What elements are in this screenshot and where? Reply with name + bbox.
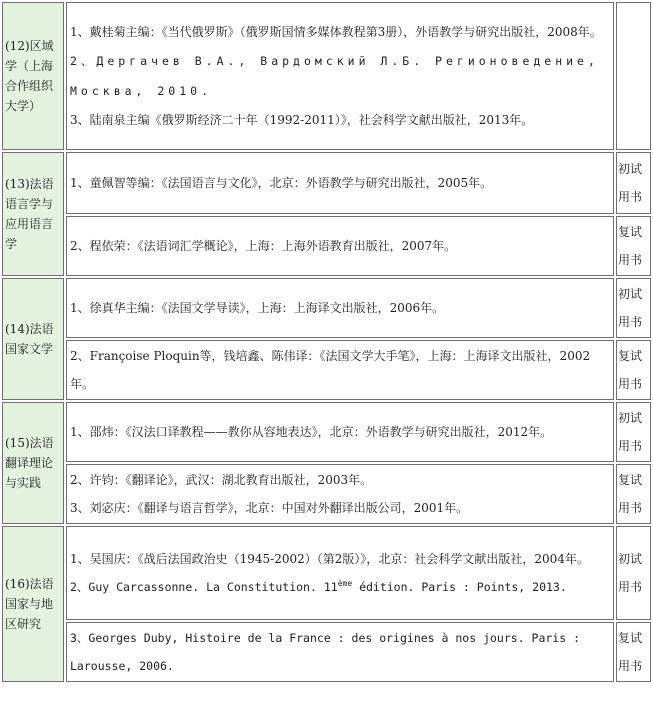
book-entry: 1、戴桂菊主编：《当代俄罗斯》（俄罗斯国情多媒体教程第3册），外语教学与研究出版社，2008年。 — [70, 25, 602, 39]
category-cell: (15)法语翻译理论与实践 — [2, 402, 64, 524]
book-list — [66, 216, 614, 276]
book-list — [66, 526, 614, 620]
category-cell: (12)区域学（上海合作组织大学） — [2, 2, 64, 150]
usage-cell: 初试用书 — [616, 526, 651, 620]
book-list — [66, 402, 614, 462]
book-entry: 2、程依荣：《法语词汇学概论》，上海：上海外语教育出版社，2007年。 — [70, 239, 457, 253]
book-entry: 2、Дергачев В.А., Вардомский Л.Б. Регионоведение, Москва, 2010. — [70, 54, 599, 98]
book-entry: 1、邵炜：《汉法口译教程——教你从容地表达》，北京：外语教学与研究出版社，2012年。 — [70, 425, 553, 439]
usage-cell: 复试用书 — [616, 216, 651, 276]
book-list — [66, 464, 614, 524]
table-row — [2, 2, 651, 150]
usage-cell: 复试用书 — [616, 622, 651, 682]
book-entry — [70, 573, 611, 601]
book-list — [66, 2, 614, 150]
book-list — [66, 152, 614, 214]
book-list — [66, 278, 614, 338]
table-row — [2, 402, 651, 462]
book-entry: 1、吴国庆：《战后法国政治史（1945-2002）（第2版）》，北京：社会科学文献出版社，2004年。 — [70, 552, 589, 566]
usage-cell: 复试用书 — [616, 340, 651, 400]
table-row — [2, 622, 651, 682]
table-row — [2, 152, 651, 214]
book-entry: 2、许钧：《翻译论》，武汉：湖北教育出版社，2003年。 — [70, 473, 373, 487]
book-entry: 1、童佩智等编：《法国语言与文化》，北京：外语教学与研究出版社，2005年。 — [70, 176, 493, 190]
book-entry-part: édition. Paris : Points, 2013. — [352, 580, 567, 594]
book-list — [66, 340, 614, 400]
category-cell: (16)法语国家与地区研究 — [2, 526, 64, 682]
table-row — [2, 340, 651, 400]
usage-cell — [616, 2, 651, 150]
usage-cell: 初试用书 — [616, 278, 651, 338]
book-list — [66, 622, 614, 682]
book-entry: 3、陆南泉主编《俄罗斯经济二十年（1992-2011）》，社会科学文献出版社，2013年。 — [70, 113, 534, 127]
usage-cell: 初试用书 — [616, 152, 651, 214]
book-entry: 3、刘宓庆：《翻译与语言哲学》，北京：中国对外翻译出版公司，2001年。 — [70, 501, 469, 515]
superscript: ème — [337, 579, 353, 589]
category-cell: (14)法语国家文学 — [2, 278, 64, 400]
table-row — [2, 278, 651, 338]
table-row — [2, 526, 651, 620]
book-entry: 2、Françoise Ploquin等，钱培鑫、陈伟译：《法国文学大手笔》，上海：上海译文出版社，2002年。 — [70, 349, 591, 391]
table-row — [2, 216, 651, 276]
usage-cell: 复试用书 — [616, 464, 651, 524]
table-row — [2, 464, 651, 524]
category-cell: (13)法语语言学与应用语言学 — [2, 152, 64, 276]
book-entry: 3、Georges Duby, Histoire de la France : des origines à nos jours. Paris : Larousse, 2006. — [70, 631, 580, 673]
book-entry: 1、徐真华主编：《法国文学导读》，上海：上海译文出版社，2006年。 — [70, 301, 445, 315]
usage-cell: 初试用书 — [616, 402, 651, 462]
book-entry-part: 2、Guy Carcassonne. La Constitution. 11 — [70, 580, 338, 594]
